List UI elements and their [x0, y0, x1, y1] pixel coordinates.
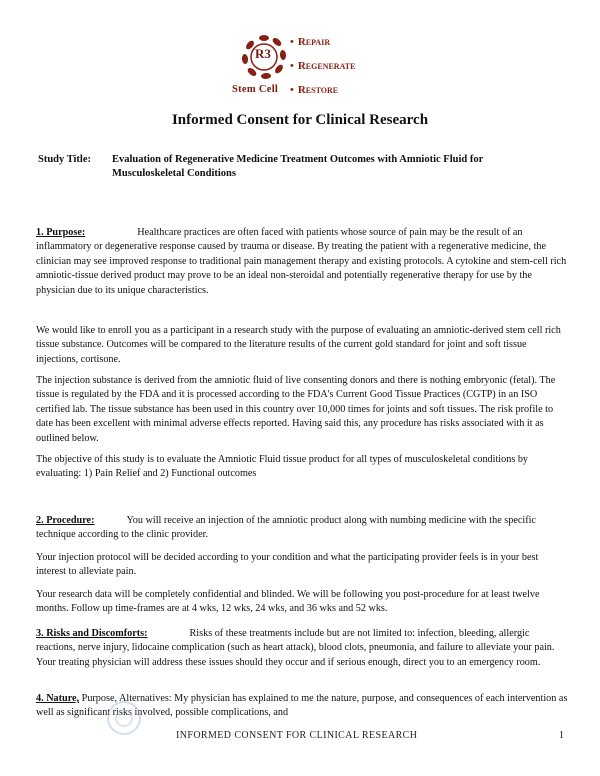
purpose-paragraph-1 — [36, 226, 568, 298]
purpose-heading: 1. Purpose: — [36, 227, 86, 238]
risks-paragraph — [36, 627, 568, 670]
footer-text: INFORMED CONSENT FOR CLINICAL RESEARCH — [176, 730, 418, 741]
tagline-regenerate: • Regenerate — [290, 60, 356, 72]
tagline-restore: • Restore — [290, 84, 339, 96]
nature-text: Purpose, Alternatives: My physician has explained to me the nature, purpose, and consequences of each intervention as well as significant risks involved, possible complications, and — [36, 693, 568, 719]
study-title-label: Study Title: — [38, 154, 92, 165]
procedure-heading: 2. Procedure: — [36, 515, 95, 526]
purpose-paragraph-4: The objective of this study is to evaluate the Amniotic Fluid tissue product for all types of musculoskeletal conditions by evaluating: 1) Pain Relief and 2) Functional outcomes — [36, 454, 529, 480]
risks-heading: 3. Risks and Discomforts: — [36, 628, 148, 639]
logo — [228, 28, 378, 100]
risks-text: Risks of these treatments include but are not limited to: infection, bleeding, allergic reactions, nerve injury, lidocaine complication (such as heart attack), blood clots, pneumonia, and failure to alleviate your pain. Your treating physician will address these issues should they occur and if serious enough, direct you to an emergency room. — [36, 628, 555, 668]
watermark-icon — [100, 690, 180, 740]
logo-wordmark: Stem Cell — [232, 84, 279, 95]
study-title-value: Evaluation of Regenerative Medicine Treatment Outcomes with Amniotic Fluid for Musculoskeletal Conditions — [112, 154, 484, 179]
logo-mark-text: R3 — [255, 46, 271, 61]
procedure-paragraph-3: Your research data will be completely confidential and blinded. We will be following you post-procedure for at least twelve months. Follow up time-frames are at 4 wks, 12 wks, 24 wks, and 36 wks and 52 wks. — [36, 589, 540, 615]
page-number: 1 — [559, 730, 564, 741]
document-title: Informed Consent for Clinical Research — [171, 112, 429, 128]
purpose-text-1: Healthcare practices are often faced with patients whose source of pain may be the result of an inflammatory or degenerative response caused by trauma or disease. By treating the patient with a regenerative medicine, the clinician may see improved response to traditional pain management therapy and existing protocols. A cytokine and stem-cell rich amniotic-tissue derived product may prove to be an ideal non-steroidal and potentially regenerative therapy for use by the physician due to its unique characteristics. — [36, 227, 567, 296]
tagline-repair: • Repair — [290, 36, 331, 48]
procedure-paragraph-1 — [36, 514, 568, 543]
procedure-text-1: You will receive an injection of the amniotic product along with numbing medicine with the specific technique according to the clinic provider. — [36, 515, 536, 541]
nature-heading: 4. Nature, — [36, 693, 80, 704]
procedure-paragraph-2: Your injection protocol will be decided according to your condition and what the participating provider feels is in your best interest to alleviate pain. — [36, 552, 539, 578]
purpose-paragraph-3: The injection substance is derived from the amniotic fluid of live consenting donors and there is nothing embryonic (fetal). The tissue is regulated by the FDA and it is processed according to the FDA's Current Good Tissue Practices (CGTP) in an ISO certified lab. The tissue substance has been used in this country over 10,000 times for joints and soft tissues. The risk profile to date has been excellent with minimal adverse effects reported. Having said this, any procedure has risks associated with it as outlined below. — [36, 375, 556, 444]
purpose-paragraph-2: We would like to enroll you as a participant in a research study with the purpose of evaluating an amniotic-derived stem cell rich tissue substance. Outcomes will be compared to the literature results of the current gold standard for joint and soft tissue injections, cortisone. — [36, 325, 561, 365]
